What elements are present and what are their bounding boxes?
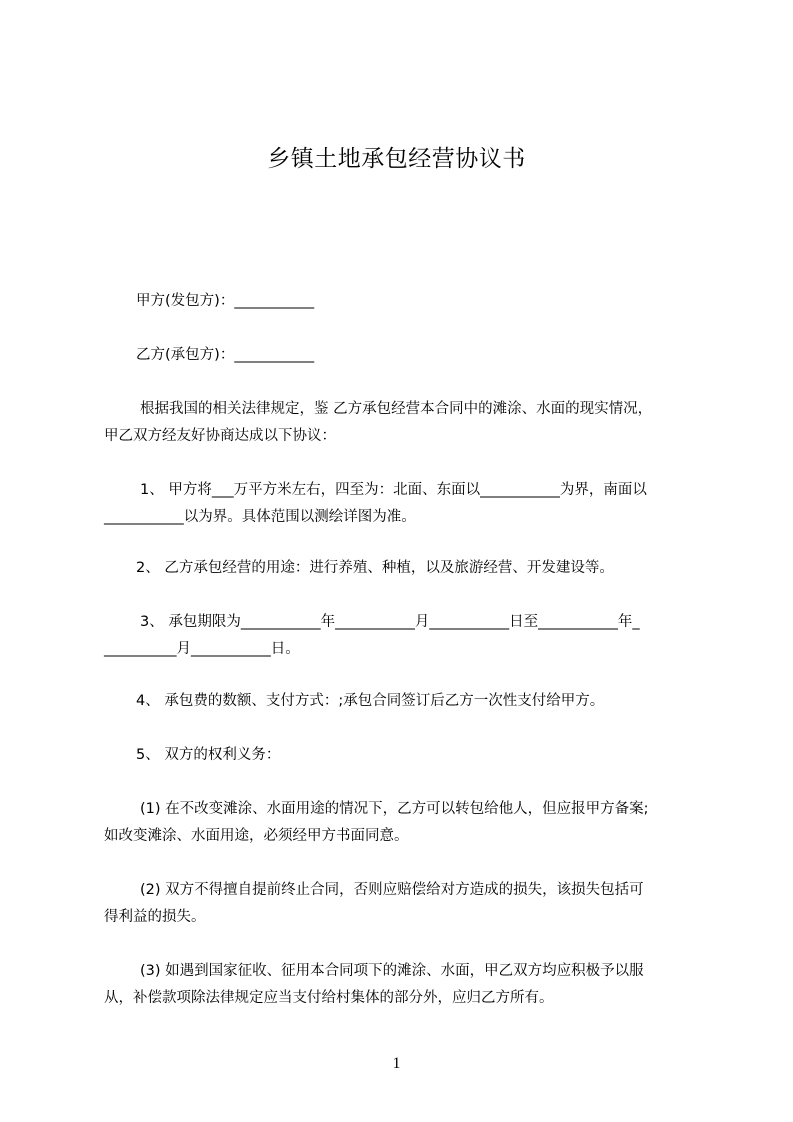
clause-3-line-2: __________月___________日。 [104,641,300,657]
sub-clause-1-line-2: 如改变滩涂、水面用途，必须经甲方书面同意。 [104,828,409,844]
preamble-line-1: 根据我国的相关法律规定，鉴 乙方承包经营本合同中的滩涂、水面的现实情况， [140,401,653,417]
preamble-line-2: 甲乙双方经友好协商达成以下协议： [104,428,336,444]
clause-1-line-1: 1、 甲方将___万平方米左右，四至为：北面、东面以___________为界，南面以 [140,482,647,498]
sub-clause-3-line-1: (3) 如遇到国家征收、征用本合同项下的滩涂、水面，甲乙双方均应积极予以服 [140,963,644,979]
sub-clause-3-line-2: 从，补偿款项除法律规定应当支付给村集体的部分外，应归乙方所有。 [104,990,554,1006]
page-number: 1 [392,1055,401,1072]
sub-clause-2-line-2: 得利益的损失。 [104,909,206,925]
clause-4-line: 4、 承包费的数额、支付方式：;承包合同签订后乙方一次性支付给甲方。 [136,693,605,709]
clause-2-line: 2、 乙方承包经营的用途：进行养殖、种植，以及旅游经营、开发建设等。 [136,560,614,576]
sub-clause-1-line-1: (1) 在不改变滩涂、水面用途的情况下，乙方可以转包给他人，但应报甲方备案; [140,801,649,817]
clause-5-line: 5、 双方的权利义务： [136,747,281,763]
party-b-line: 乙方(承包方)：___________ [136,347,315,363]
clause-1-line-2: ___________以为界。具体范围以测绘详图为准。 [104,509,416,525]
sub-clause-2-line-1: (2) 双方不得擅自提前终止合同，否则应赔偿给对方造成的损失，该损失包括可 [140,882,644,898]
page-title: 乡镇土地承包经营协议书 [267,146,526,172]
party-a-line: 甲方(发包方)：___________ [136,293,315,309]
clause-3-line-1: 3、 承包期限为___________年___________月___________日至___________年_ [140,614,640,630]
